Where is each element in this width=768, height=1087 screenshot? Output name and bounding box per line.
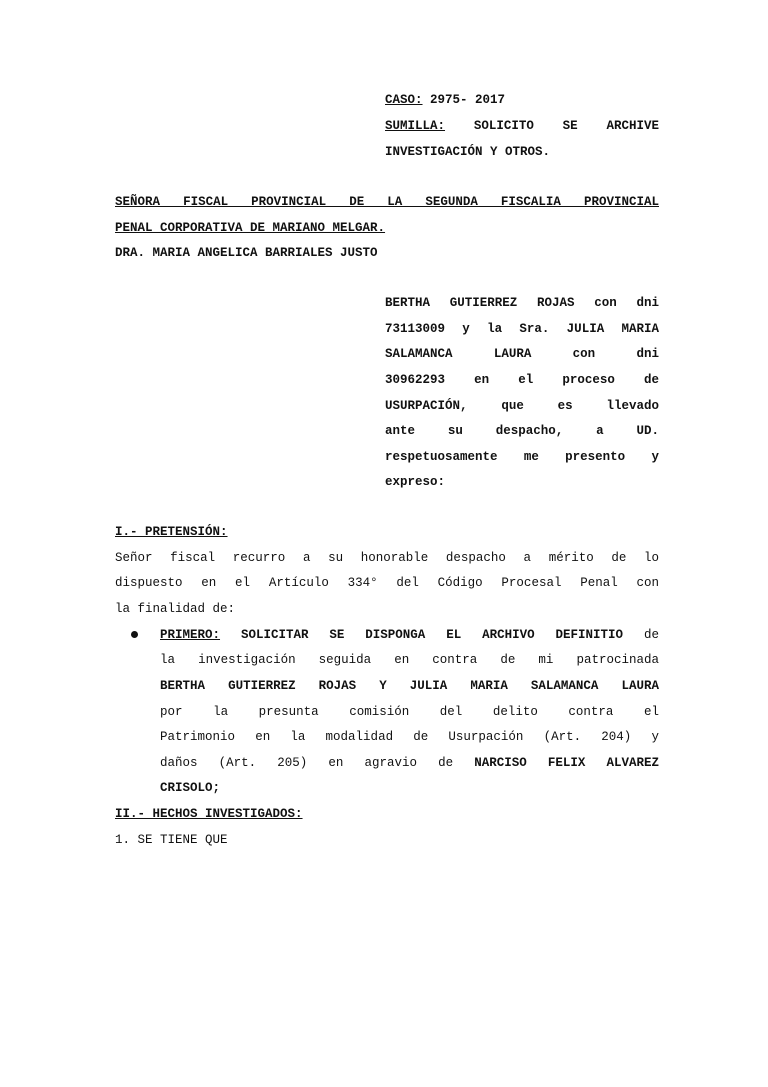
bullet-line-2: la investigación seguida en contra de mi patrocinada — [160, 653, 659, 667]
bullet-line-1 — [160, 627, 659, 643]
intro-line-6: ante su despacho, a UD. — [385, 424, 659, 438]
section-1-para-line-2: dispuesto en el Artículo 334° del Código Procesal Penal con — [115, 576, 659, 590]
case-value: 2975- 2017 — [430, 93, 506, 107]
summary-line-1 — [385, 118, 659, 134]
intro-line-8: expreso: — [385, 475, 446, 489]
intro-line-1: BERTHA GUTIERREZ ROJAS con dni — [385, 296, 659, 310]
section-2-heading: II.- HECHOS INVESTIGADOS: — [115, 807, 303, 821]
addressee-line-1: SEÑORA FISCAL PROVINCIAL DE LA SEGUNDA FISCALIA PROVINCIAL — [115, 195, 659, 209]
intro-line-7: respetuosamente me presento y — [385, 450, 659, 464]
case-label: CASO: — [385, 93, 423, 107]
summary-line-2: INVESTIGACIÓN Y OTROS. — [385, 145, 551, 159]
case-number-line — [385, 92, 505, 108]
section-1-heading: I.- PRETENSIÓN: — [115, 525, 228, 539]
bullet-line-6-text: daños (Art. 205) en agravio de — [160, 756, 454, 770]
bullet-line-1-rest: de — [643, 628, 659, 642]
bullet-line-7: CRISOLO; — [160, 781, 221, 795]
intro-line-2: 73113009 y la Sra. JULIA MARIA — [385, 322, 659, 336]
intro-line-5: USURPACIÓN, que es llevado — [385, 399, 659, 413]
bullet-line-4: por la presunta comisión del delito contra el — [160, 705, 659, 719]
section-1-para-line-1: Señor fiscal recurro a su honorable despacho a mérito de lo — [115, 551, 659, 565]
bullet-dot — [131, 631, 138, 638]
section-1-para-line-3: la finalidad de: — [115, 602, 236, 616]
summary-label: SUMILLA: — [385, 119, 446, 133]
bullet-line-3: BERTHA GUTIERREZ ROJAS Y JULIA MARIA SALAMANCA LAURA — [160, 679, 659, 693]
addressee-line-2: PENAL CORPORATIVA DE MARIANO MELGAR. — [115, 221, 386, 235]
bullet-line-6 — [160, 755, 659, 771]
summary-text-1: SOLICITO SE ARCHIVE — [473, 119, 659, 133]
intro-line-3: SALAMANCA LAURA con dni — [385, 347, 659, 361]
section-2-item-1: 1. SE TIENE QUE — [115, 833, 228, 847]
aggrieved-name: NARCISO FELIX ALVAREZ — [474, 756, 659, 770]
bullet-label: PRIMERO: — [160, 628, 221, 642]
addressee-line-3: DRA. MARIA ANGELICA BARRIALES JUSTO — [115, 246, 378, 260]
bullet-request: SOLICITAR SE DISPONGA EL ARCHIVO DEFINITIO — [240, 628, 624, 642]
bullet-line-5: Patrimonio en la modalidad de Usurpación (Art. 204) y — [160, 730, 659, 744]
intro-line-4: 30962293 en el proceso de — [385, 373, 659, 387]
